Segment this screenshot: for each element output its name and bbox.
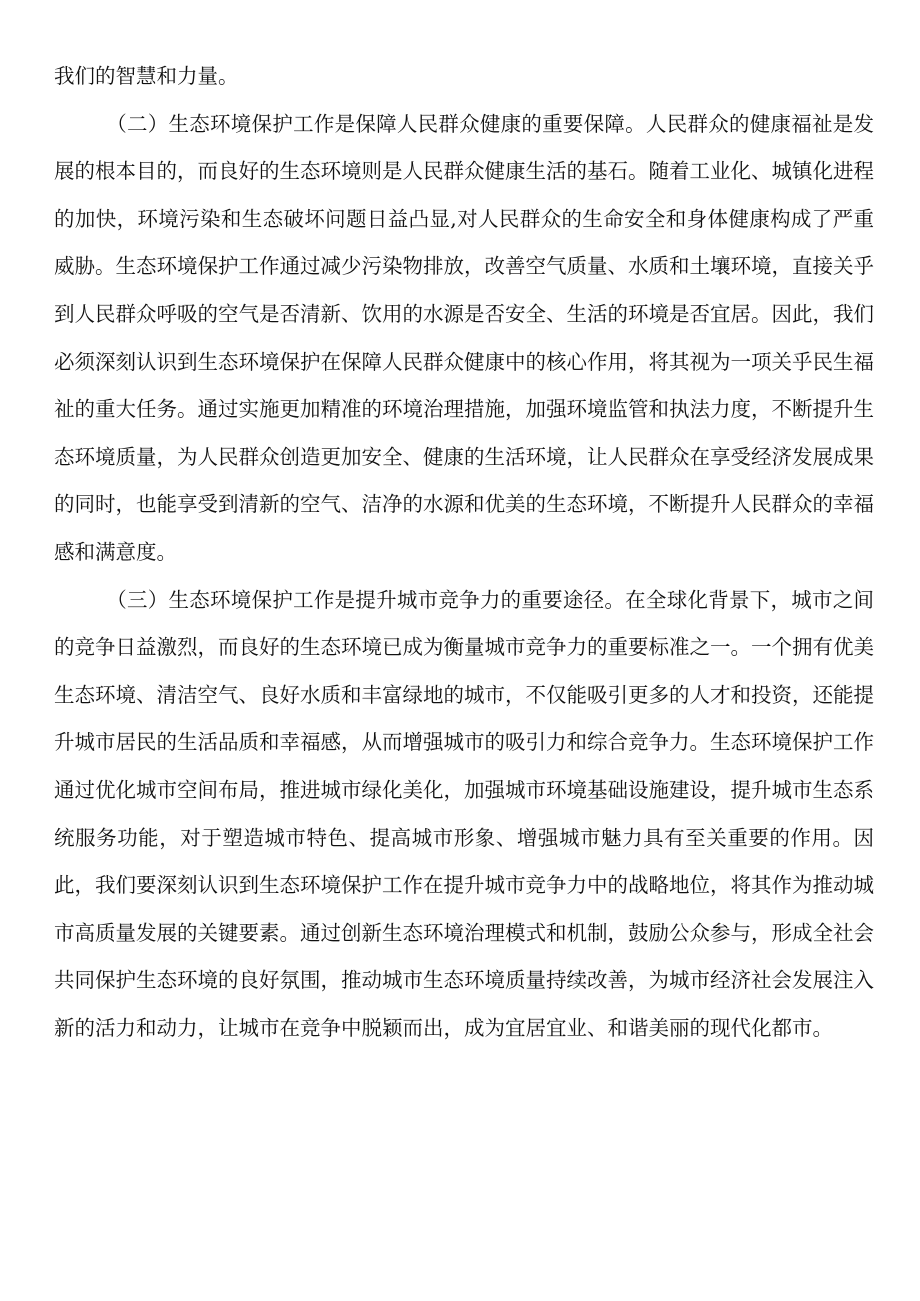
- document-body: [54, 53, 874, 1052]
- paragraph-continuation: 我们的智慧和力量。: [54, 64, 239, 88]
- paragraph-section-three: （三）生态环境保护工作是提升城市竞争力的重要途径。在全球化背景下，城市之间的竞争日益激烈，而良好的生态环境已成为衡量城市竞争力的重要标准之一。一个拥有优美生态环境、清洁空气、良好水质和丰富绿地的城市，不仅能吸引更多的人才和投资，还能提升城市居民的生活品质和幸福感，从而增强城市的吸引力和综合竞争力。生态环境保护工作通过优化城市空间布局，推进城市绿化美化，加强城市环境基础设施建设，提升城市生态系统服务功能，对于塑造城市特色、提高城市形象、增强城市魅力具有至关重要的作用。因此，我们要深刻认识到生态环境保护工作在提升城市竞争力中的战略地位，将其作为推动城市高质量发展的关键要素。通过创新生态环境治理模式和机制，鼓励公众参与，形成全社会共同保护生态环境的良好氛围，推动城市生态环境质量持续改善，为城市经济社会发展注入新的活力和动力，让城市在竞争中脱颖而出，成为宜居宜业、和谐美丽的现代化都市。: [54, 587, 874, 1040]
- paragraph-section-two: （二）生态环境保护工作是保障人民群众健康的重要保障。人民群众的健康福祉是发展的根本目的，而良好的生态环境则是人民群众健康生活的基石。随着工业化、城镇化进程的加快，环境污染和生态破坏问题日益凸显,对人民群众的生命安全和身体健康构成了严重威胁。生态环境保护工作通过减少污染物排放，改善空气质量、水质和土壤环境，直接关乎到人民群众呼吸的空气是否清新、饮用的水源是否安全、生活的环境是否宜居。因此，我们必须深刻认识到生态环境保护在保障人民群众健康中的核心作用，将其视为一项关乎民生福祉的重大任务。通过实施更加精准的环境治理措施，加强环境监管和执法力度，不断提升生态环境质量，为人民群众创造更加安全、健康的生活环境，让人民群众在享受经济发展成果的同时，也能享受到清新的空气、洁净的水源和优美的生态环境，不断提升人民群众的幸福感和满意度。: [54, 111, 874, 564]
